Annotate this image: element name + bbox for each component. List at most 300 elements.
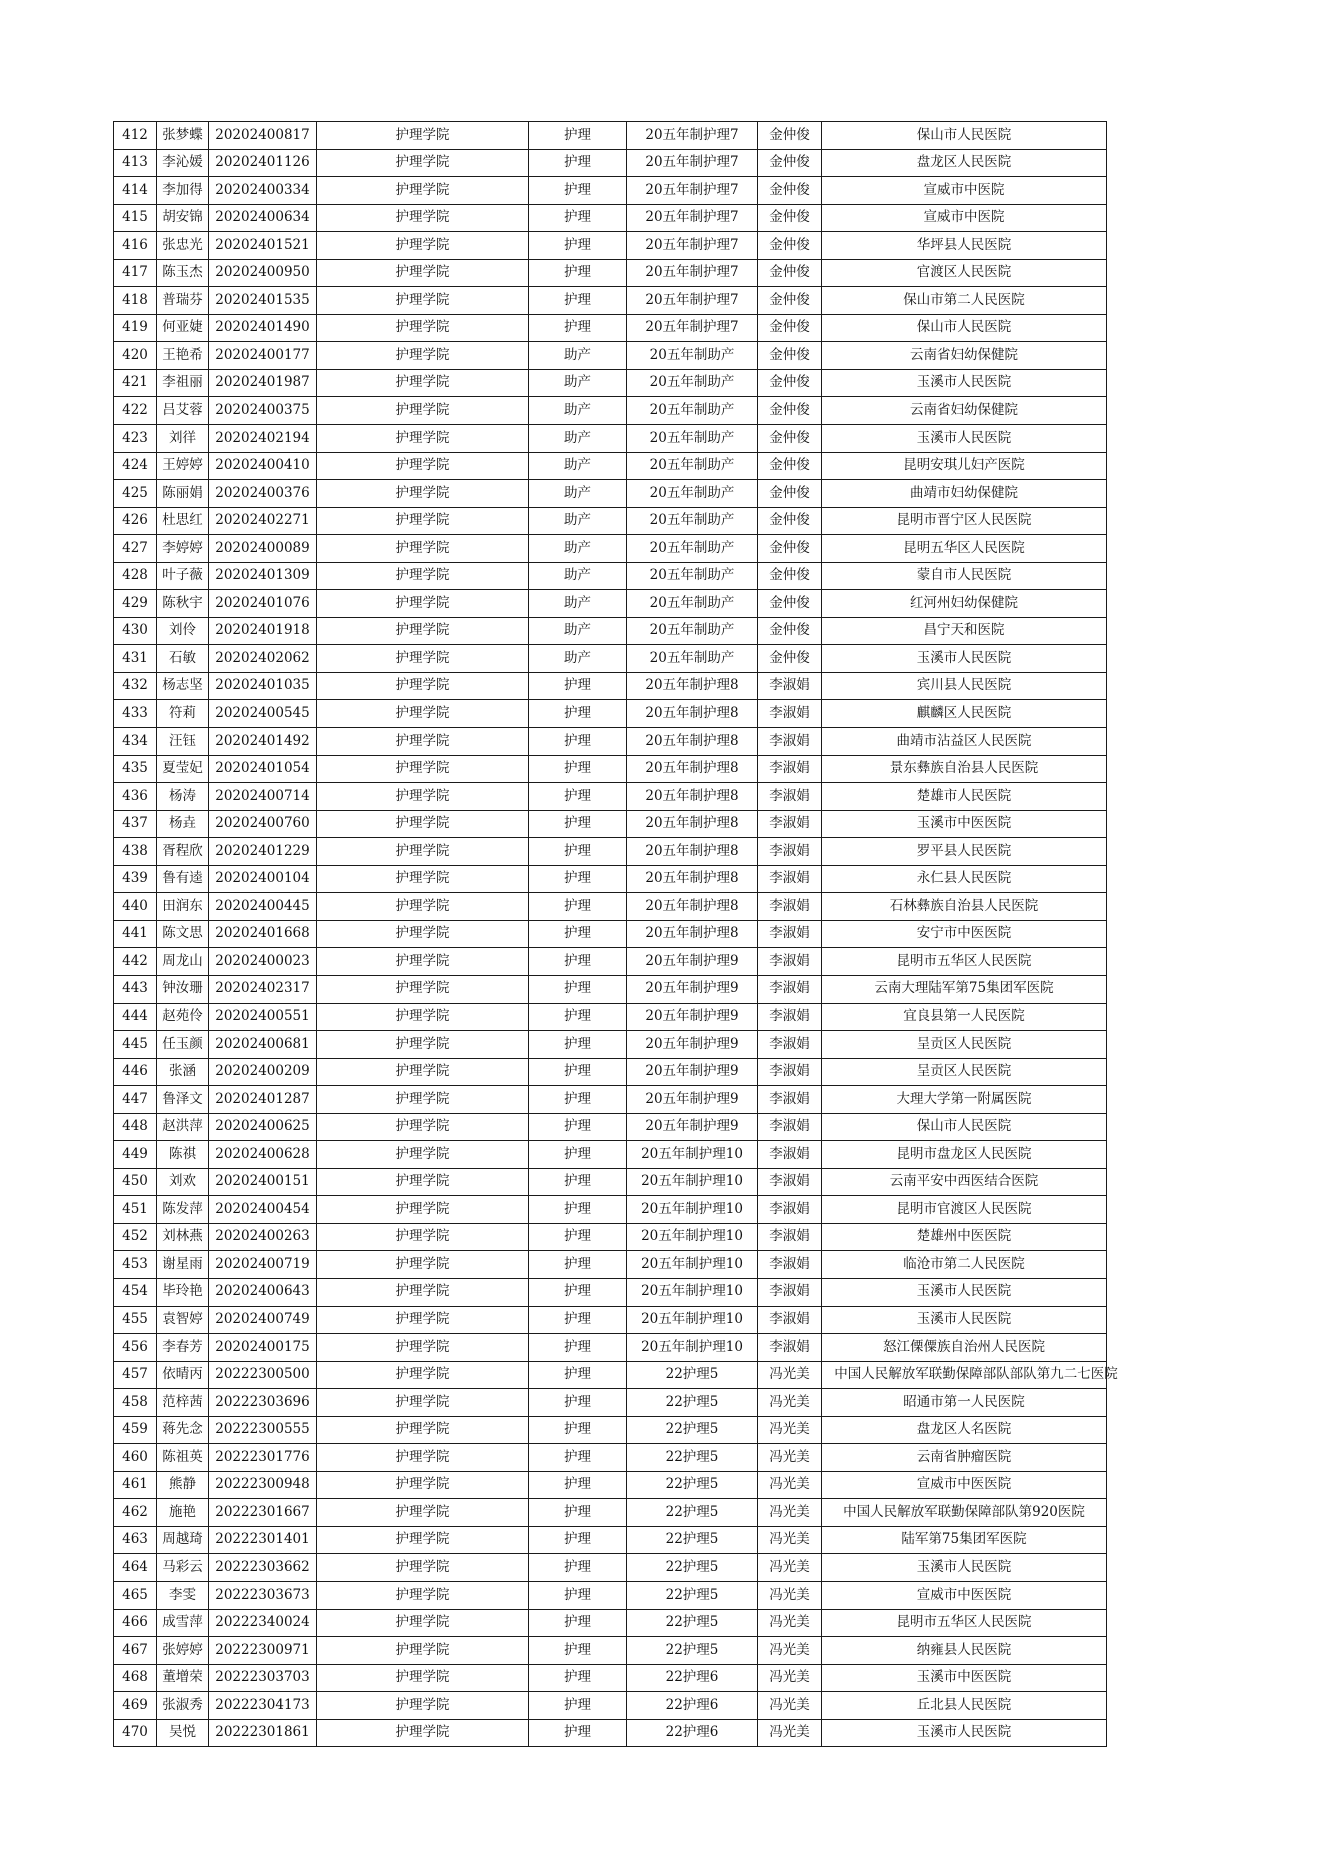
class-text: 20五年制护理9	[645, 1090, 739, 1107]
student-name-cell	[157, 1306, 209, 1334]
table-row	[114, 204, 1107, 232]
hospital-text: 玉溪市中医医院	[916, 1669, 1012, 1686]
row-number-cell	[114, 1416, 157, 1444]
hospital-cell	[822, 700, 1107, 728]
teacher-cell	[758, 177, 822, 205]
teacher-cell	[758, 1168, 822, 1196]
row-number-text: 451	[122, 1200, 148, 1217]
hospital-text: 玉溪市人民医院	[916, 374, 1012, 391]
major-cell	[529, 1168, 627, 1196]
student-name-text: 杨涛	[169, 787, 196, 804]
teacher-text: 金仲俊	[769, 154, 810, 171]
student-id-cell	[209, 838, 317, 866]
student-id-cell	[209, 149, 317, 177]
class-text: 20五年制助产	[649, 594, 735, 611]
college-text: 护理学院	[395, 374, 450, 391]
class-text: 20五年制助产	[649, 567, 735, 584]
college-text: 护理学院	[395, 1614, 450, 1631]
row-number-text: 448	[122, 1118, 148, 1135]
hospital-cell	[822, 1719, 1107, 1747]
teacher-text: 冯光美	[769, 1366, 810, 1383]
college-cell	[317, 314, 529, 342]
table-row	[114, 1031, 1107, 1059]
row-number-text: 458	[122, 1393, 148, 1410]
student-id-cell	[209, 1031, 317, 1059]
major-cell	[529, 1223, 627, 1251]
student-name-cell	[157, 645, 209, 673]
student-name-cell	[157, 1086, 209, 1114]
row-number-cell	[114, 975, 157, 1003]
hospital-text: 中国人民解放军联勤保障部队部队第九二七医院	[834, 1366, 1118, 1383]
student-id-text: 20202401309	[215, 567, 310, 584]
table-row	[114, 1141, 1107, 1169]
row-number-cell	[114, 783, 157, 811]
hospital-text: 保山市人民医院	[916, 126, 1012, 143]
student-id-cell	[209, 1444, 317, 1472]
major-cell	[529, 617, 627, 645]
row-number-cell	[114, 1058, 157, 1086]
class-cell	[627, 1526, 758, 1554]
student-name-text: 田润东	[162, 897, 203, 914]
row-number-cell	[114, 1086, 157, 1114]
class-text: 20五年制助产	[649, 539, 735, 556]
hospital-cell	[822, 1692, 1107, 1720]
hospital-cell	[822, 177, 1107, 205]
class-cell	[627, 645, 758, 673]
class-text: 22护理5	[665, 1531, 719, 1548]
student-name-text: 张忠光	[162, 236, 203, 253]
row-number-text: 453	[122, 1255, 148, 1272]
college-cell	[317, 1719, 529, 1747]
class-cell	[627, 1058, 758, 1086]
teacher-cell	[758, 452, 822, 480]
row-number-text: 426	[122, 512, 148, 529]
hospital-text: 石林彝族自治县人民医院	[889, 897, 1039, 914]
row-number-text: 466	[122, 1614, 148, 1631]
major-cell	[529, 1444, 627, 1472]
college-cell	[317, 1416, 529, 1444]
college-text: 护理学院	[395, 1503, 450, 1520]
major-text: 护理	[564, 1586, 591, 1603]
teacher-text: 金仲俊	[769, 539, 810, 556]
row-number-text: 443	[122, 980, 148, 997]
roster-body	[114, 122, 1118, 1747]
class-cell	[627, 149, 758, 177]
student-name-text: 熊静	[169, 1476, 196, 1493]
major-cell	[529, 590, 627, 618]
class-text: 20五年制护理9	[645, 1118, 739, 1135]
table-row	[114, 1389, 1107, 1417]
student-name-cell	[157, 342, 209, 370]
row-number-cell	[114, 149, 157, 177]
student-id-cell	[209, 1471, 317, 1499]
student-name-cell	[157, 1719, 209, 1747]
class-text: 20五年制护理10	[641, 1255, 743, 1272]
student-name-cell	[157, 1416, 209, 1444]
hospital-text: 玉溪市人民医院	[916, 649, 1012, 666]
college-text: 护理学院	[395, 1228, 450, 1245]
major-text: 护理	[564, 126, 591, 143]
hospital-cell	[822, 1278, 1107, 1306]
class-text: 20五年制护理9	[645, 952, 739, 969]
class-cell	[627, 783, 758, 811]
college-cell	[317, 1334, 529, 1362]
major-text: 护理	[564, 209, 591, 226]
table-row	[114, 1581, 1107, 1609]
hospital-cell	[822, 1471, 1107, 1499]
major-cell	[529, 645, 627, 673]
college-text: 护理学院	[395, 1696, 450, 1713]
hospital-text: 红河州妇幼保健院	[910, 594, 1018, 611]
major-cell	[529, 975, 627, 1003]
college-text: 护理学院	[395, 760, 450, 777]
table-row	[114, 1086, 1107, 1114]
student-id-cell	[209, 1278, 317, 1306]
college-cell	[317, 1609, 529, 1637]
row-number-cell	[114, 287, 157, 315]
teacher-cell	[758, 700, 822, 728]
college-text: 护理学院	[395, 594, 450, 611]
class-text: 20五年制护理8	[645, 842, 739, 859]
hospital-text: 宾川县人民医院	[916, 677, 1012, 694]
student-id-text: 20202401668	[215, 925, 310, 942]
teacher-cell	[758, 948, 822, 976]
teacher-text: 金仲俊	[769, 401, 810, 418]
table-row	[114, 948, 1107, 976]
student-name-text: 董增荣	[162, 1669, 203, 1686]
teacher-text: 李淑娟	[769, 760, 810, 777]
major-text: 助产	[564, 539, 591, 556]
hospital-text: 景东彝族自治县人民医院	[889, 760, 1039, 777]
student-name-text: 何亚婕	[162, 319, 203, 336]
student-name-text: 陈祺	[169, 1145, 196, 1162]
student-id-cell	[209, 1719, 317, 1747]
hospital-cell	[822, 562, 1107, 590]
college-text: 护理学院	[395, 1531, 450, 1548]
major-text: 助产	[564, 594, 591, 611]
college-cell	[317, 1058, 529, 1086]
row-number-cell	[114, 1278, 157, 1306]
major-text: 助产	[564, 429, 591, 446]
teacher-text: 金仲俊	[769, 649, 810, 666]
class-cell	[627, 287, 758, 315]
teacher-cell	[758, 1719, 822, 1747]
student-name-cell	[157, 369, 209, 397]
teacher-cell	[758, 204, 822, 232]
hospital-cell	[822, 1003, 1107, 1031]
class-cell	[627, 865, 758, 893]
college-cell	[317, 1141, 529, 1169]
college-cell	[317, 562, 529, 590]
teacher-cell	[758, 920, 822, 948]
college-cell	[317, 452, 529, 480]
row-number-cell	[114, 1334, 157, 1362]
hospital-cell	[822, 1526, 1107, 1554]
teacher-text: 李淑娟	[769, 1173, 810, 1190]
table-row	[114, 480, 1107, 508]
table-row	[114, 783, 1107, 811]
hospital-text: 楚雄市人民医院	[916, 787, 1012, 804]
table-row	[114, 810, 1107, 838]
teacher-cell	[758, 1196, 822, 1224]
college-cell	[317, 1471, 529, 1499]
major-text: 助产	[564, 484, 591, 501]
student-name-cell	[157, 232, 209, 260]
student-name-cell	[157, 287, 209, 315]
student-id-text: 20202400334	[215, 181, 310, 198]
student-name-text: 杨垚	[169, 815, 196, 832]
hospital-text: 中国人民解放军联勤保障部队第920医院	[843, 1503, 1085, 1520]
teacher-text: 李淑娟	[769, 787, 810, 804]
hospital-cell	[822, 838, 1107, 866]
hospital-text: 玉溪市人民医院	[916, 1311, 1012, 1328]
college-cell	[317, 507, 529, 535]
college-cell	[317, 149, 529, 177]
college-cell	[317, 728, 529, 756]
major-text: 助产	[564, 567, 591, 584]
college-text: 护理学院	[395, 787, 450, 804]
hospital-cell	[822, 452, 1107, 480]
college-cell	[317, 259, 529, 287]
class-cell	[627, 452, 758, 480]
college-text: 护理学院	[395, 539, 450, 556]
college-cell	[317, 1306, 529, 1334]
class-text: 20五年制护理10	[641, 1228, 743, 1245]
row-number-cell	[114, 259, 157, 287]
major-text: 助产	[564, 374, 591, 391]
student-name-cell	[157, 177, 209, 205]
class-cell	[627, 562, 758, 590]
student-name-text: 赵苑伶	[162, 1008, 203, 1025]
major-cell	[529, 1526, 627, 1554]
row-number-cell	[114, 1554, 157, 1582]
student-id-cell	[209, 810, 317, 838]
teacher-cell	[758, 1058, 822, 1086]
row-number-cell	[114, 865, 157, 893]
row-number-text: 462	[122, 1503, 148, 1520]
student-id-cell	[209, 1692, 317, 1720]
teacher-text: 金仲俊	[769, 512, 810, 529]
hospital-cell	[822, 204, 1107, 232]
student-id-text: 20202400104	[215, 870, 310, 887]
class-text: 20五年制助产	[649, 649, 735, 666]
student-name-text: 张婷婷	[162, 1641, 203, 1658]
student-name-text: 刘伶	[169, 622, 196, 639]
row-number-cell	[114, 314, 157, 342]
class-text: 22护理5	[665, 1421, 719, 1438]
major-cell	[529, 287, 627, 315]
college-cell	[317, 948, 529, 976]
row-number-cell	[114, 535, 157, 563]
teacher-text: 冯光美	[769, 1614, 810, 1631]
hospital-text: 昌宁天和医院	[923, 622, 1005, 639]
student-id-text: 20202401521	[215, 236, 310, 253]
college-cell	[317, 204, 529, 232]
teacher-text: 冯光美	[769, 1421, 810, 1438]
college-text: 护理学院	[395, 1145, 450, 1162]
table-row	[114, 838, 1107, 866]
table-row	[114, 755, 1107, 783]
table-row	[114, 342, 1107, 370]
major-cell	[529, 1664, 627, 1692]
row-number-cell	[114, 1692, 157, 1720]
major-text: 护理	[564, 1724, 591, 1741]
class-cell	[627, 893, 758, 921]
row-number-cell	[114, 590, 157, 618]
table-row	[114, 1223, 1107, 1251]
college-cell	[317, 1168, 529, 1196]
college-cell	[317, 1003, 529, 1031]
student-id-cell	[209, 287, 317, 315]
teacher-text: 金仲俊	[769, 264, 810, 281]
student-name-text: 叶子薇	[162, 567, 203, 584]
student-id-cell	[209, 1389, 317, 1417]
student-name-text: 胡安锦	[162, 209, 203, 226]
hospital-cell	[822, 810, 1107, 838]
hospital-text: 官渡区人民医院	[916, 264, 1012, 281]
student-id-cell	[209, 507, 317, 535]
major-cell	[529, 314, 627, 342]
student-id-cell	[209, 617, 317, 645]
college-text: 护理学院	[395, 209, 450, 226]
row-number-cell	[114, 342, 157, 370]
student-id-text: 20202400175	[215, 1338, 310, 1355]
major-text: 护理	[564, 1669, 591, 1686]
major-cell	[529, 1471, 627, 1499]
student-id-text: 20202401492	[215, 732, 310, 749]
major-text: 护理	[564, 760, 591, 777]
hospital-text: 呈贡区人民医院	[916, 1063, 1012, 1080]
class-cell	[627, 590, 758, 618]
teacher-cell	[758, 535, 822, 563]
major-text: 护理	[564, 1393, 591, 1410]
college-text: 护理学院	[395, 1366, 450, 1383]
college-text: 护理学院	[395, 126, 450, 143]
student-name-cell	[157, 314, 209, 342]
teacher-cell	[758, 1526, 822, 1554]
hospital-cell	[822, 1168, 1107, 1196]
row-number-text: 459	[122, 1421, 148, 1438]
student-id-cell	[209, 672, 317, 700]
major-text: 护理	[564, 870, 591, 887]
major-text: 护理	[564, 1173, 591, 1190]
row-number-text: 415	[122, 209, 148, 226]
college-cell	[317, 865, 529, 893]
class-text: 22护理5	[665, 1558, 719, 1575]
college-text: 护理学院	[395, 897, 450, 914]
college-text: 护理学院	[395, 1063, 450, 1080]
hospital-cell	[822, 948, 1107, 976]
college-cell	[317, 975, 529, 1003]
major-cell	[529, 507, 627, 535]
student-name-cell	[157, 1526, 209, 1554]
table-row	[114, 1278, 1107, 1306]
table-row	[114, 1692, 1107, 1720]
student-id-cell	[209, 232, 317, 260]
student-name-cell	[157, 204, 209, 232]
teacher-cell	[758, 425, 822, 453]
major-text: 护理	[564, 1421, 591, 1438]
row-number-text: 463	[122, 1531, 148, 1548]
college-text: 护理学院	[395, 1558, 450, 1575]
class-text: 20五年制护理7	[645, 236, 739, 253]
student-name-cell	[157, 1251, 209, 1279]
class-text: 22护理6	[665, 1696, 719, 1713]
major-cell	[529, 535, 627, 563]
student-name-cell	[157, 948, 209, 976]
class-text: 20五年制护理10	[641, 1283, 743, 1300]
teacher-text: 金仲俊	[769, 374, 810, 391]
student-name-cell	[157, 1389, 209, 1417]
row-number-cell	[114, 810, 157, 838]
table-row	[114, 1664, 1107, 1692]
student-name-text: 张涵	[169, 1063, 196, 1080]
class-cell	[627, 1196, 758, 1224]
class-text: 22护理5	[665, 1393, 719, 1410]
college-cell	[317, 893, 529, 921]
student-name-text: 刘徉	[169, 429, 196, 446]
class-text: 20五年制护理8	[645, 815, 739, 832]
row-number-cell	[114, 672, 157, 700]
table-row	[114, 177, 1107, 205]
major-cell	[529, 452, 627, 480]
hospital-text: 昆明市五华区人民医院	[896, 1614, 1032, 1631]
student-id-text: 20202400023	[215, 952, 310, 969]
student-name-text: 范梓茜	[162, 1393, 203, 1410]
table-row	[114, 1196, 1107, 1224]
student-name-text: 普瑞芬	[162, 291, 203, 308]
college-cell	[317, 1664, 529, 1692]
class-cell	[627, 1471, 758, 1499]
major-cell	[529, 728, 627, 756]
major-text: 护理	[564, 732, 591, 749]
teacher-cell	[758, 1278, 822, 1306]
college-cell	[317, 1692, 529, 1720]
college-cell	[317, 1086, 529, 1114]
class-cell	[627, 1719, 758, 1747]
table-row	[114, 1334, 1107, 1362]
row-number-text: 465	[122, 1586, 148, 1603]
student-name-cell	[157, 700, 209, 728]
college-cell	[317, 810, 529, 838]
teacher-text: 金仲俊	[769, 236, 810, 253]
row-number-cell	[114, 700, 157, 728]
teacher-text: 李淑娟	[769, 1008, 810, 1025]
college-cell	[317, 1499, 529, 1527]
teacher-cell	[758, 480, 822, 508]
college-text: 护理学院	[395, 1118, 450, 1135]
student-id-text: 20202401054	[215, 760, 310, 777]
teacher-cell	[758, 1141, 822, 1169]
student-id-text: 20202400177	[215, 346, 310, 363]
major-cell	[529, 425, 627, 453]
major-text: 护理	[564, 897, 591, 914]
college-cell	[317, 1031, 529, 1059]
row-number-cell	[114, 177, 157, 205]
table-row	[114, 920, 1107, 948]
college-cell	[317, 535, 529, 563]
row-number-cell	[114, 617, 157, 645]
class-text: 22护理5	[665, 1641, 719, 1658]
row-number-cell	[114, 645, 157, 673]
teacher-cell	[758, 1692, 822, 1720]
student-id-cell	[209, 1581, 317, 1609]
row-number-text: 418	[122, 291, 148, 308]
hospital-cell	[822, 1113, 1107, 1141]
row-number-cell	[114, 1003, 157, 1031]
hospital-text: 蒙自市人民医院	[916, 567, 1012, 584]
row-number-text: 417	[122, 264, 148, 281]
